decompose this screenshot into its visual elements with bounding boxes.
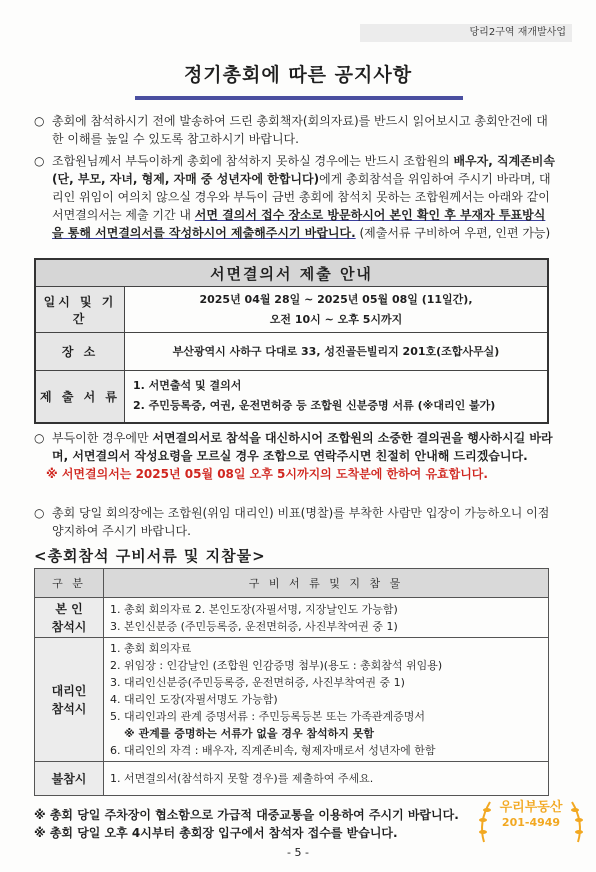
list-item: 1. 총회 회의자료 2. 본인도장(자필서명, 지장날인도 가능함) xyxy=(110,602,398,616)
section-title: <총회참석 구비서류 및 지참물> xyxy=(34,547,266,565)
header-org: 당리2구역 재개발사업 xyxy=(360,24,572,42)
submission-info-table xyxy=(34,258,549,424)
doc-item: 1. 서면출석 및 결의서 xyxy=(133,379,242,393)
col-header-category: 구 분 xyxy=(35,569,104,598)
notice-text-1: 총회에 참석하시기 전에 발송하여 드린 총회책자(회의자료)를 반드시 읽어보시고 총회안건에 대한 이해를 높일 수 있도록 참고하시기 바랍니다. xyxy=(52,114,548,146)
docs-label: 제 출 서 류 xyxy=(35,371,125,423)
list-item: 3. 대리인신분증(주민등록증, 운전면허증, 사진부착여권 중 1) xyxy=(110,676,405,689)
list-item: 1. 서면결의서(참석하지 못할 경우)를 제출하여 주세요. xyxy=(110,772,374,785)
bullet-icon: ○ xyxy=(34,506,45,520)
realty-stamp xyxy=(476,792,586,852)
list-item-note: ※ 관계를 증명하는 서류가 없을 경우 참석하지 못함 xyxy=(124,727,375,740)
bullet-icon: ○ xyxy=(34,114,45,128)
row-label-absent: 불참시 xyxy=(35,762,104,796)
notice-text-2 xyxy=(52,152,556,242)
row-label-self: 본 인 참석시 xyxy=(35,598,104,638)
stamp-phone: 201-4949 xyxy=(501,816,561,829)
p2-part-d: 서면 결의서 접수 장소로 방문하시어 본인 확인 후 부재자 투표방식을 통해 서면결의서를 작성하시어 제출해주시기 바랍니다. xyxy=(52,208,546,240)
notice-text-3 xyxy=(52,429,556,465)
bullet-icon: ○ xyxy=(34,154,45,168)
list-item: 3. 본인신분증 (주민등록증, 운전면허증, 사진부착여권 중 1) xyxy=(110,619,398,633)
doc-item: 2. 주민등록증, 여권, 운전면허증 등 조합원 신분증명 서류 (※대리인 불가) xyxy=(133,399,496,413)
p2-part-e: (제출서류 구비하여 우편, 인편 가능) xyxy=(355,226,551,240)
row-items-absent xyxy=(104,762,549,796)
footer-note-parking: ※ 총회 당일 주차장이 협소함으로 가급적 대중교통을 이용하여 주시기 바랍니다. xyxy=(34,808,459,822)
notice-paragraph-1 xyxy=(36,112,556,148)
page-title: 정기총회에 따른 공지사항 xyxy=(183,64,413,86)
page-number: - 5 - xyxy=(287,846,309,859)
notice-paragraph-2 xyxy=(36,152,556,242)
list-item: 4. 대리인 도장(자필서명도 가능함) xyxy=(110,693,278,706)
list-item: 6. 대리인의 자격 : 배우자, 직계존비속, 형제자매로서 성년자에 한함 xyxy=(110,744,436,757)
stamp-name: 우리부동산 xyxy=(499,800,563,815)
p2-part-c: 에게 총회참석을 위임하여 주시기 바라며, 대리인 위임이 여의치 않으실 경우와 부득이 금번 총회에 참석치 못하는 조합원께서는 아래와 같이 서면결의서는 제출 기간 내 xyxy=(52,172,551,222)
deadline-warning: ※ 서면결의서는 2025년 05월 08일 오후 5시까지의 도착분에 한하여 유효합니다. xyxy=(46,467,488,481)
date-value xyxy=(125,287,549,333)
place-label: 장 소 xyxy=(35,333,125,371)
notice-paragraph-3 xyxy=(36,429,556,483)
date-line-2: 오전 10시 ~ 오후 5시까지 xyxy=(269,312,403,326)
col-header-items: 구 비 서 류 및 지 참 물 xyxy=(104,569,549,598)
date-label: 일시 및 기간 xyxy=(35,287,125,333)
bullet-icon: ○ xyxy=(34,431,45,445)
attendance-docs-table xyxy=(34,568,549,796)
list-item: 5. 대리인과의 관계 증명서류 : 주민등록등본 또는 가족관계증명서 xyxy=(110,710,425,723)
notice-text-4: 총회 당일 회의장에는 조합원(위임 대리인) 비표(명찰)를 부착한 사람만 입장이 가능하오니 이점 양지하여 주시기 바랍니다. xyxy=(52,506,550,538)
p3-part-b: 서면결의서로 참석을 대신하시어 조합원의 소중한 결의권을 행사하시길 바라며, 서면결의서 작성요령을 모르실 경우 조합으로 연락주시면 친절히 안내해 드리겠습니다. xyxy=(52,431,553,463)
row-items-self xyxy=(104,598,549,638)
footer-note-reception: ※ 총회 당일 오후 4시부터 총회장 입구에서 참석자 접수를 받습니다. xyxy=(34,826,398,840)
list-item: 2. 위임장 : 인감날인 (조합원 인감증명 첨부)(용도 : 총회참석 위임용) xyxy=(110,659,443,672)
p2-part-a: 조합원님께서 부득이하게 총회에 참석하지 못하실 경우에는 반드시 조합원의 xyxy=(52,154,454,168)
p3-part-a: 부득이한 경우에만 xyxy=(52,431,153,445)
list-item: 1. 총회 회의자료 xyxy=(110,642,192,655)
table1-caption: 서면결의서 제출 안내 xyxy=(35,259,548,287)
place-value: 부산광역시 사하구 다대로 33, 성진골든빌리지 201호(조합사무실) xyxy=(125,333,549,371)
notice-paragraph-4 xyxy=(36,504,556,540)
docs-list xyxy=(125,371,549,423)
row-label-proxy: 대리인 참석시 xyxy=(35,638,104,762)
row-items-proxy xyxy=(104,638,549,762)
date-line-1: 2025년 04월 28일 ~ 2025년 05월 08일 (11일간), xyxy=(199,292,473,306)
p2-part-b: 배우자, 직계존비속(단, 부모, 자녀, 형제, 자매 중 성년자에 한합니다) xyxy=(52,154,555,186)
title-underline xyxy=(135,96,463,100)
